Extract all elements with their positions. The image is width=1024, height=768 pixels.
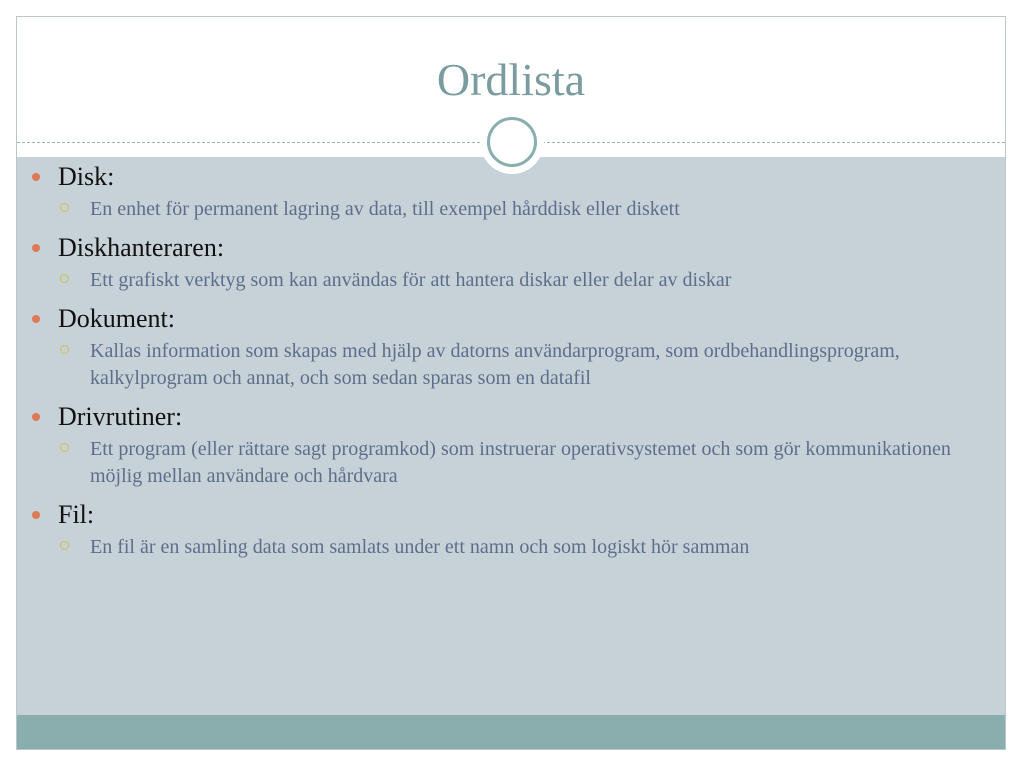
- term-bullet-icon: [32, 244, 40, 252]
- term-definition: [58, 436, 968, 490]
- glossary-term: [28, 231, 968, 294]
- term-definition: [58, 196, 968, 223]
- term-bullet-icon: [32, 173, 40, 181]
- term-name: Dokument:: [58, 304, 175, 333]
- definition-text: Kallas information som skapas med hjälp av datorns användarprogram, som ordbehandlingsprogram, kalkylprogram och annat, och som sedan sparas som en datafil: [90, 340, 900, 389]
- definition-bullet-icon: [60, 274, 69, 283]
- definition-bullet-icon: [60, 345, 69, 354]
- term-bullet-icon: [32, 315, 40, 323]
- definition-bullet-icon: [60, 203, 69, 212]
- term-definition: [58, 534, 968, 561]
- definition-bullet-icon: [60, 541, 69, 550]
- term-name: Disk:: [58, 162, 115, 191]
- term-definition: [58, 267, 968, 294]
- definition-text: En enhet för permanent lagring av data, till exempel hårddisk eller diskett: [90, 198, 680, 220]
- term-bullet-icon: [32, 413, 40, 421]
- definition-bullet-icon: [60, 443, 69, 452]
- glossary-list: [28, 160, 968, 561]
- footer-band: [17, 715, 1005, 749]
- glossary-term: [28, 498, 968, 561]
- term-name: Drivrutiner:: [58, 402, 183, 431]
- glossary-term: [28, 400, 968, 490]
- term-definition: [58, 338, 968, 392]
- definition-text: Ett program (eller rättare sagt programkod) som instruerar operativsystemet och som gör kommunikationen möjlig mellan användare och hårdvara: [90, 438, 951, 487]
- term-name: Fil:: [58, 500, 95, 529]
- glossary-term: [28, 302, 968, 392]
- slide-title: Ordlista: [436, 54, 586, 105]
- definition-text: En fil är en samling data som samlats under ett namn och som logiskt hör samman: [90, 536, 750, 558]
- term-name: Diskhanteraren:: [58, 233, 225, 262]
- term-bullet-icon: [32, 511, 40, 519]
- glossary-term: [28, 160, 968, 223]
- definition-text: Ett grafiskt verktyg som kan användas för att hantera diskar eller delar av diskar: [90, 269, 732, 291]
